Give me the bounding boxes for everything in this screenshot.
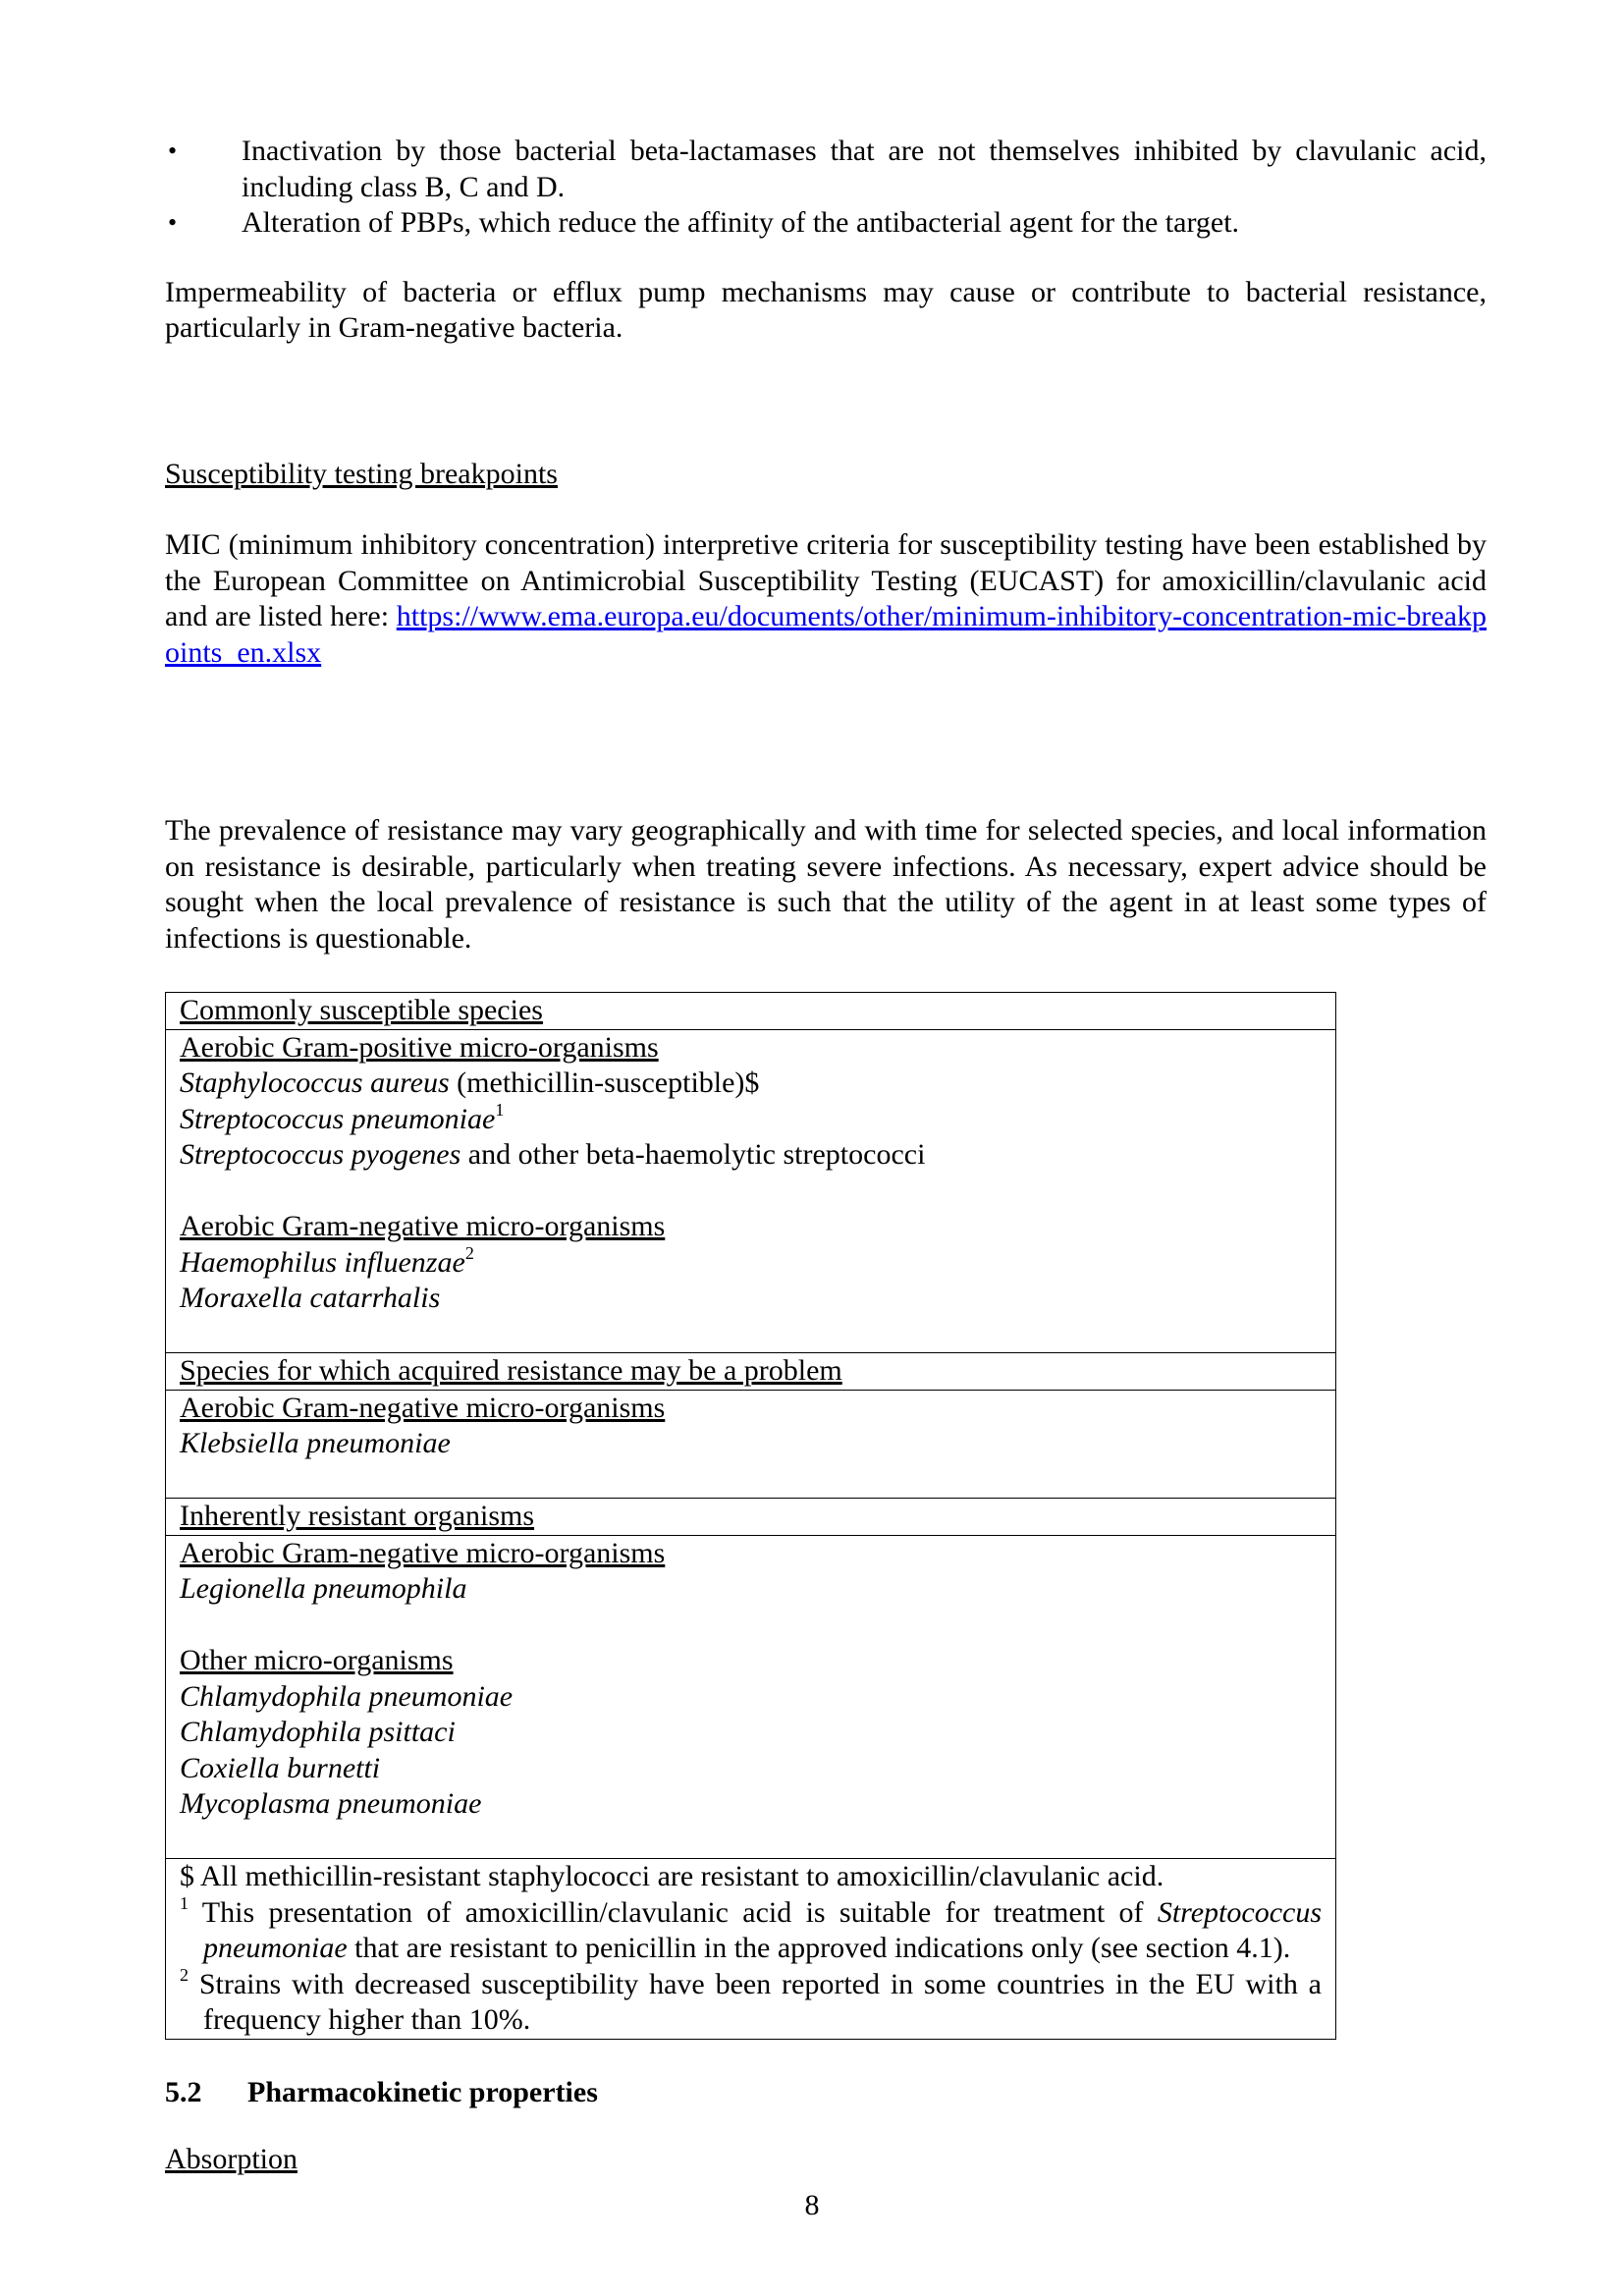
species-line — [180, 1066, 1322, 1102]
bullet-text-1: Inactivation by those bacterial beta-lactamases that are not themselves inhibited by clavulanic acid, including class B, C and D. — [242, 135, 1487, 203]
acquired-resistance-header: Species for which acquired resistance may be a problem — [166, 1353, 1336, 1391]
table-row — [166, 1499, 1336, 1536]
spacer — [180, 1317, 1322, 1353]
species-name: Legionella pneumophila — [180, 1572, 467, 1605]
footnote-mark: 2 — [464, 1242, 474, 1263]
species-name: Coxiella burnetti — [180, 1751, 381, 1784]
species-name: Mycoplasma pneumoniae — [180, 1787, 482, 1820]
species-name: Klebsiella pneumoniae — [180, 1427, 451, 1459]
section-title: Pharmacokinetic properties — [247, 2075, 598, 2108]
bullet-icon: • — [168, 137, 178, 165]
table-row — [166, 1029, 1336, 1353]
species-line — [180, 1679, 1322, 1716]
absorption-heading: Absorption — [165, 2143, 298, 2175]
species-line — [180, 1281, 1322, 1317]
gram-negative-heading: Aerobic Gram-negative micro-organisms — [180, 1391, 666, 1424]
list-item — [165, 205, 1487, 242]
list-item — [165, 134, 1487, 205]
page-number: 8 — [804, 2189, 820, 2221]
species-name: Moraxella catarrhalis — [180, 1282, 441, 1314]
footnote-text: This presentation of amoxicillin/clavulanic acid is suitable for treatment of — [189, 1895, 1158, 1929]
section-heading — [165, 2075, 1487, 2111]
species-line — [180, 1751, 1322, 1787]
species-name: Chlamydophila pneumoniae — [180, 1679, 514, 1713]
table-row — [166, 1390, 1336, 1499]
footnote-1 — [180, 1892, 1322, 1967]
commonly-susceptible-header: Commonly susceptible species — [166, 993, 1336, 1030]
species-line — [180, 1786, 1322, 1823]
bullet-icon: • — [168, 208, 178, 237]
species-line — [180, 1099, 1322, 1138]
footnote-mark: 1 — [180, 1892, 189, 1913]
mic-paragraph-text: MIC (minimum inhibitory concentration) interpretive criteria for susceptibility testing have been established by the European Committee on Antimicrobial Susceptibility Testing (EUCAST) for amoxicillin/clavulanic acid and are listed here: — [165, 528, 1487, 632]
spacer — [180, 1608, 1322, 1644]
species-line — [180, 1715, 1322, 1751]
inherently-resistant-header: Inherently resistant organisms — [166, 1499, 1336, 1536]
species-line — [180, 1571, 1322, 1608]
table-row — [166, 1859, 1336, 2040]
resistance-mechanism-list — [165, 134, 1487, 242]
species-line — [180, 1137, 1322, 1174]
other-organisms-heading: Other micro-organisms — [180, 1644, 454, 1676]
inherently-resistant-cell — [166, 1535, 1336, 1859]
mic-breakpoints-link[interactable]: https://www.ema.europa.eu/documents/other/minimum-inhibitory-concentration-mic-breakpoints_en.xlsx — [165, 600, 1487, 669]
footnote-species: Streptococcus pneumoniae — [203, 1895, 1322, 1964]
footnote-text: Strains with decreased susceptibility have been reported in some countries in the EU with a frequency higher than 10%. — [189, 1967, 1322, 2036]
section-number: 5.2 — [165, 2075, 202, 2108]
bullet-text-2: Alteration of PBPs, which reduce the affinity of the antibacterial agent for the target. — [242, 206, 1240, 239]
species-name: Staphylococcus aureus — [180, 1066, 450, 1099]
species-line — [180, 1426, 1322, 1462]
gram-positive-heading: Aerobic Gram-positive micro-organisms — [180, 1030, 659, 1064]
commonly-susceptible-cell — [166, 1029, 1336, 1353]
species-name: Streptococcus pneumoniae — [180, 1102, 496, 1135]
table-row — [166, 1353, 1336, 1391]
footnote-mark: 1 — [495, 1099, 505, 1120]
spacer — [180, 1823, 1322, 1859]
impermeability-paragraph: Impermeability of bacteria or efflux pump mechanisms may cause or contribute to bacterial resistance, particularly in Gram-negative bacteria. — [165, 275, 1487, 344]
species-name: Chlamydophila psittaci — [180, 1716, 456, 1748]
document-page — [165, 134, 1487, 2178]
footnotes-cell — [166, 1859, 1336, 2040]
acquired-resistance-cell — [166, 1390, 1336, 1499]
gram-negative-heading: Aerobic Gram-negative micro-organisms — [180, 1210, 666, 1242]
table-row — [166, 1535, 1336, 1859]
prevalence-paragraph: The prevalence of resistance may vary geographically and with time for selected species, and local information on resistance is desirable, particularly when treating severe infections. As necessary, expert advice should be sought when the local prevalence of resistance is such that the utility of the agent in at least some types of infections is questionable. — [165, 814, 1487, 955]
species-susceptibility-table — [165, 992, 1336, 2040]
footnote-mark: 2 — [180, 1964, 189, 1985]
footnote-2 — [180, 1964, 1322, 2039]
species-name: Haemophilus influenzae — [180, 1245, 465, 1279]
breakpoints-heading: Susceptibility testing breakpoints — [165, 457, 558, 490]
species-note: and other beta-haemolytic streptococci — [460, 1138, 926, 1171]
species-name: Streptococcus pyogenes — [180, 1138, 461, 1171]
table-row — [166, 993, 1336, 1030]
species-line — [180, 1242, 1322, 1282]
spacer — [180, 1462, 1322, 1499]
footnote-text: that are resistant to penicillin in the approved indications only (see section 4.1). — [347, 1932, 1291, 1964]
mic-paragraph — [165, 527, 1487, 671]
spacer — [180, 1174, 1322, 1210]
footnote-dollar: $ All methicillin-resistant staphylococci are resistant to amoxicillin/clavulanic acid. — [180, 1860, 1164, 1892]
gram-negative-heading: Aerobic Gram-negative micro-organisms — [180, 1536, 666, 1569]
species-note: (methicillin-susceptible)$ — [449, 1066, 760, 1099]
